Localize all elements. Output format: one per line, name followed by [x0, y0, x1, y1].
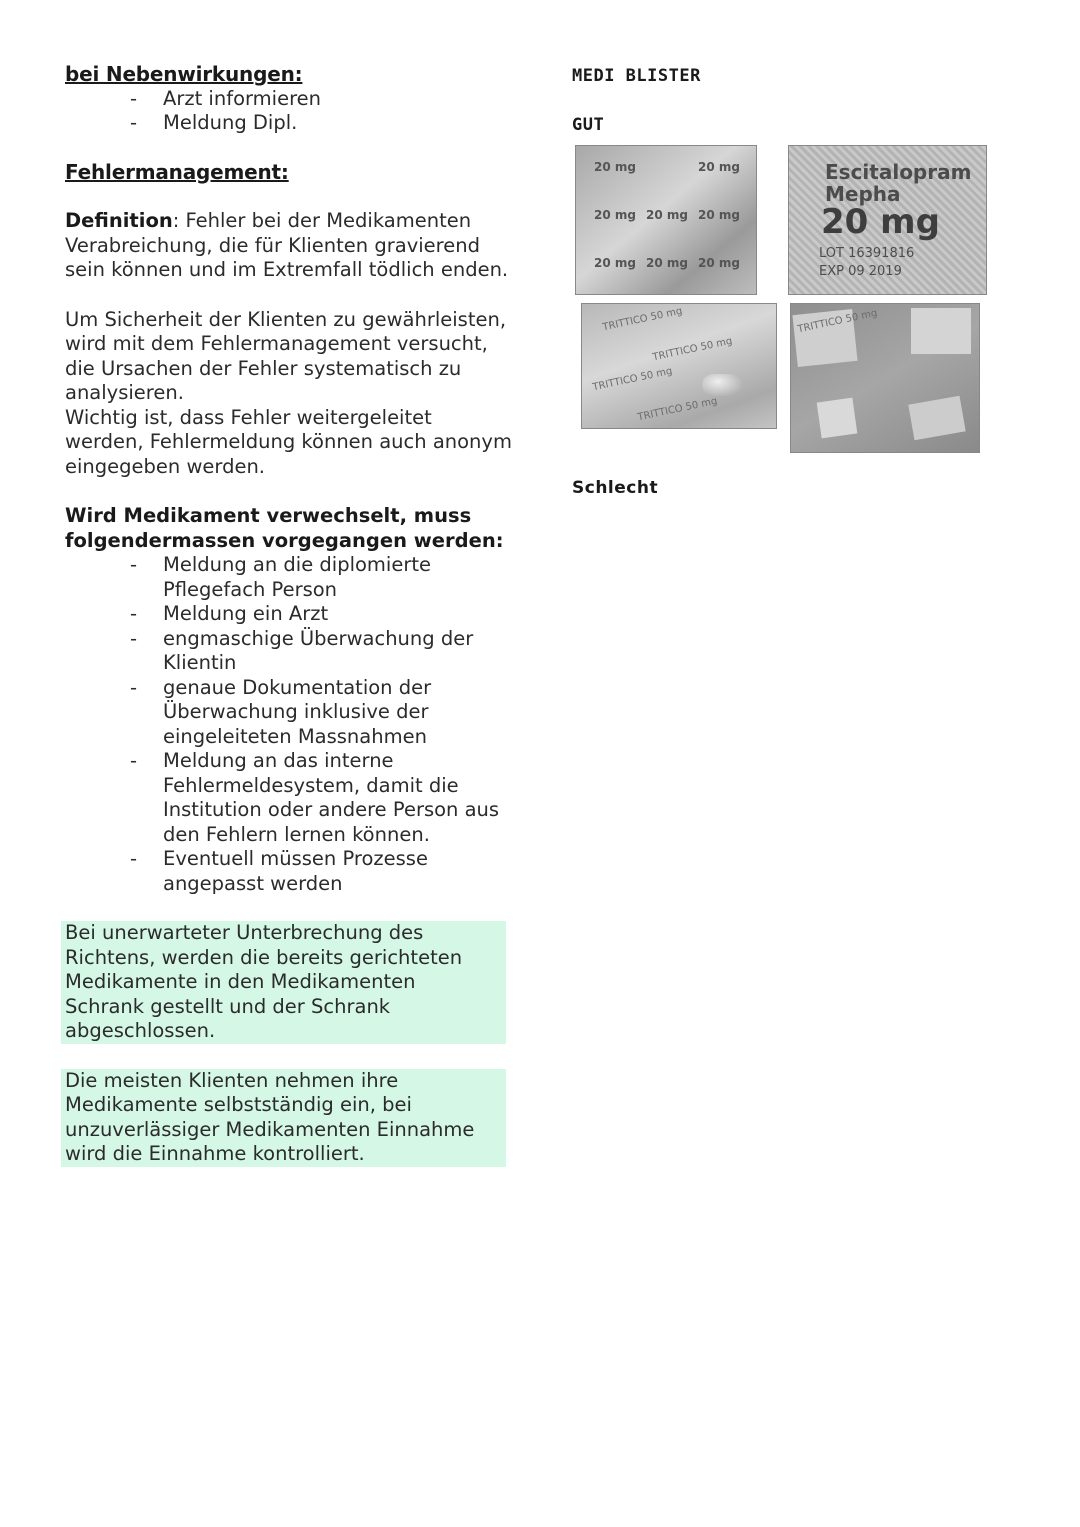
- drug-name: Escitalopram: [825, 160, 972, 184]
- list-item: - engmaschige Überwachung der Klientin: [65, 627, 515, 676]
- blister-photo-good-closeup: [788, 145, 987, 295]
- blister-piece: [908, 396, 965, 440]
- dose-label: 20 mg: [698, 256, 740, 270]
- safety-paragraph: Um Sicherheit der Klienten zu gewährleisten, wird mit dem Fehlermanagement versucht, die Ursachen der Fehler systematisch zu analysieren.: [65, 307, 507, 404]
- dose-label: 20 mg: [698, 208, 740, 222]
- definition-text: : Fehler bei der Medikamenten Verabreichung, die für Klienten gravierend sein können und im Extremfall tödlich enden.: [65, 209, 509, 281]
- blister-photo-good-grid: [575, 145, 757, 295]
- definition-label: Definition: [65, 209, 173, 232]
- right-column: [572, 66, 992, 135]
- definition-paragraph: [65, 209, 515, 283]
- blister-title: MEDI BLISTER: [572, 66, 701, 86]
- good-label: GUT: [572, 115, 605, 135]
- list-item: - genaue Dokumentation der Überwachung inklusive der eingeleiteten Massnahmen: [65, 676, 515, 750]
- tablet-shape: [702, 374, 742, 396]
- forwarding-paragraph: Wichtig ist, dass Fehler weitergeleitet werden, Fehlermeldung können auch anonym eingegeben werden.: [65, 405, 512, 478]
- list-item: - Meldung ein Arzt: [65, 602, 515, 627]
- drug-dose: 20 mg: [821, 202, 940, 242]
- blister-photo-bad-pieces: [790, 303, 980, 453]
- error-management-heading: Fehlermanagement:: [65, 159, 289, 184]
- drug-brand: Mepha: [825, 182, 901, 206]
- dose-label: 20 mg: [594, 256, 636, 270]
- side-effects-heading: bei Nebenwirkungen:: [65, 62, 303, 86]
- note-self-intake: Die meisten Klienten nehmen ihre Medikamente selbstständig ein, bei unzuverlässiger Medikamenten Einnahme wird die Einnahme kontrolliert.: [61, 1069, 506, 1167]
- list-item: - Meldung an das interne Fehlermeldesystem, damit die Institution oder andere Person aus den Fehlern lernen können.: [65, 749, 515, 847]
- dose-label: 20 mg: [594, 160, 636, 174]
- drug-label: TRITTICO 50 mg: [591, 365, 674, 394]
- blister-piece: [817, 398, 858, 439]
- blister-piece: [911, 308, 971, 354]
- dose-label: 20 mg: [646, 256, 688, 270]
- list-item: - Meldung Dipl.: [65, 111, 515, 136]
- list-item: - Meldung an die diplomierte Pflegefach Person: [65, 553, 515, 602]
- drug-label: TRITTICO 50 mg: [601, 305, 684, 334]
- dose-label: 20 mg: [698, 160, 740, 174]
- dose-label: 20 mg: [594, 208, 636, 222]
- drug-label: TRITTICO 50 mg: [796, 307, 879, 336]
- mixup-heading: Wird Medikament verwechselt, muss folgendermassen vorgegangen werden:: [65, 504, 504, 552]
- note-interruption: Bei unerwarteter Unterbrechung des Richtens, werden die bereits gerichteten Medikamente in den Medikamenten Schrank gestellt und der Schrank abgeschlossen.: [61, 921, 506, 1044]
- expiry-date: EXP 09 2019: [819, 264, 902, 279]
- drug-label: TRITTICO 50 mg: [636, 395, 719, 424]
- list-item: - Arzt informieren: [65, 87, 515, 112]
- dose-label: 20 mg: [646, 208, 688, 222]
- drug-label: TRITTICO 50 mg: [651, 335, 734, 364]
- list-item: - Eventuell müssen Prozesse angepasst werden: [65, 847, 515, 896]
- blister-photo-bad-strip: [581, 303, 777, 429]
- lot-number: LOT 16391816: [819, 246, 915, 261]
- bad-label: Schlecht: [572, 478, 659, 498]
- mixup-list: [65, 553, 515, 896]
- side-effects-list: [65, 87, 515, 136]
- left-column: [65, 62, 515, 1167]
